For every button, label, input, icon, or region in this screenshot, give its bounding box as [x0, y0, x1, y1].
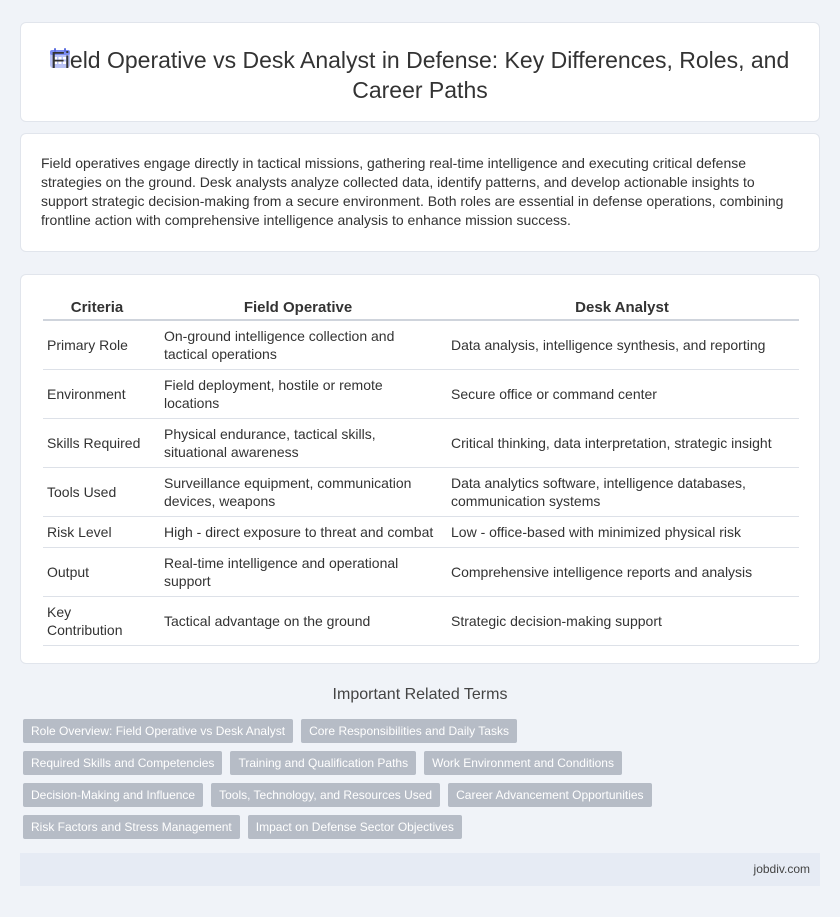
desk-analyst-cell: Critical thinking, data interpretation, strategic insight	[445, 418, 799, 467]
related-term-tag[interactable]: Career Advancement Opportunities	[448, 783, 651, 807]
header-criteria: Criteria	[43, 293, 151, 320]
footer-site-link[interactable]: jobdiv.com	[753, 862, 810, 876]
desk-analyst-cell: Low - office-based with minimized physical risk	[445, 516, 799, 547]
desk-analyst-cell: Data analytics software, intelligence databases, communication systems	[445, 467, 799, 516]
desk-analyst-cell: Strategic decision-making support	[445, 596, 799, 645]
header-card	[20, 22, 820, 122]
related-term-tag[interactable]: Risk Factors and Stress Management	[23, 815, 240, 839]
field-operative-cell: Physical endurance, tactical skills, situational awareness	[151, 418, 445, 467]
table-row	[43, 418, 799, 467]
header-desk-analyst: Desk Analyst	[445, 293, 799, 320]
table-row	[43, 547, 799, 596]
criteria-cell: Risk Level	[43, 516, 151, 547]
related-term-tag[interactable]: Work Environment and Conditions	[424, 751, 622, 775]
comparison-table-card	[20, 274, 820, 664]
criteria-cell: Skills Required	[43, 418, 151, 467]
related-term-tag[interactable]: Core Responsibilities and Daily Tasks	[301, 719, 517, 743]
desk-analyst-cell: Data analysis, intelligence synthesis, and reporting	[445, 320, 799, 369]
field-operative-cell: Field deployment, hostile or remote locations	[151, 369, 445, 418]
table-row	[43, 516, 799, 547]
related-term-tag[interactable]: Required Skills and Competencies	[23, 751, 222, 775]
field-operative-cell: High - direct exposure to threat and combat	[151, 516, 445, 547]
related-terms-list	[23, 719, 723, 839]
criteria-cell: Output	[43, 547, 151, 596]
criteria-cell: Key Contribution	[43, 596, 151, 645]
related-term-tag[interactable]: Impact on Defense Sector Objectives	[248, 815, 462, 839]
field-operative-cell: Surveillance equipment, communication devices, weapons	[151, 467, 445, 516]
intro-paragraph: Field operatives engage directly in tactical missions, gathering real-time intelligence and executing critical defense strategies on the ground. Desk analysts analyze collected data, identify patterns, and develop actionable insights to support strategic decision-making from a secure environment. Both roles are essential in defense operations, combining frontline action with comprehensive intelligence analysis to enhance mission success.	[41, 155, 784, 228]
field-operative-cell: On-ground intelligence collection and tactical operations	[151, 320, 445, 369]
related-terms-heading: Important Related Terms	[332, 686, 508, 703]
intro-card	[20, 133, 820, 252]
page-title: Field Operative vs Desk Analyst in Defense: Key Differences, Roles, and Career Paths	[50, 47, 790, 103]
related-term-tag[interactable]: Training and Qualification Paths	[230, 751, 416, 775]
criteria-cell: Tools Used	[43, 467, 151, 516]
field-operative-cell: Real-time intelligence and operational support	[151, 547, 445, 596]
header-field-operative: Field Operative	[151, 293, 445, 320]
related-term-tag[interactable]: Role Overview: Field Operative vs Desk Analyst	[23, 719, 293, 743]
comparison-table	[43, 293, 799, 646]
footer-bar	[20, 853, 820, 886]
related-term-tag[interactable]: Decision-Making and Influence	[23, 783, 203, 807]
desk-analyst-cell: Comprehensive intelligence reports and analysis	[445, 547, 799, 596]
criteria-cell: Environment	[43, 369, 151, 418]
table-row	[43, 320, 799, 369]
table-row	[43, 596, 799, 645]
related-term-tag[interactable]: Tools, Technology, and Resources Used	[211, 783, 440, 807]
table-row	[43, 369, 799, 418]
table-header-row	[43, 293, 799, 320]
table-row	[43, 467, 799, 516]
desk-analyst-cell: Secure office or command center	[445, 369, 799, 418]
field-operative-cell: Tactical advantage on the ground	[151, 596, 445, 645]
criteria-cell: Primary Role	[43, 320, 151, 369]
